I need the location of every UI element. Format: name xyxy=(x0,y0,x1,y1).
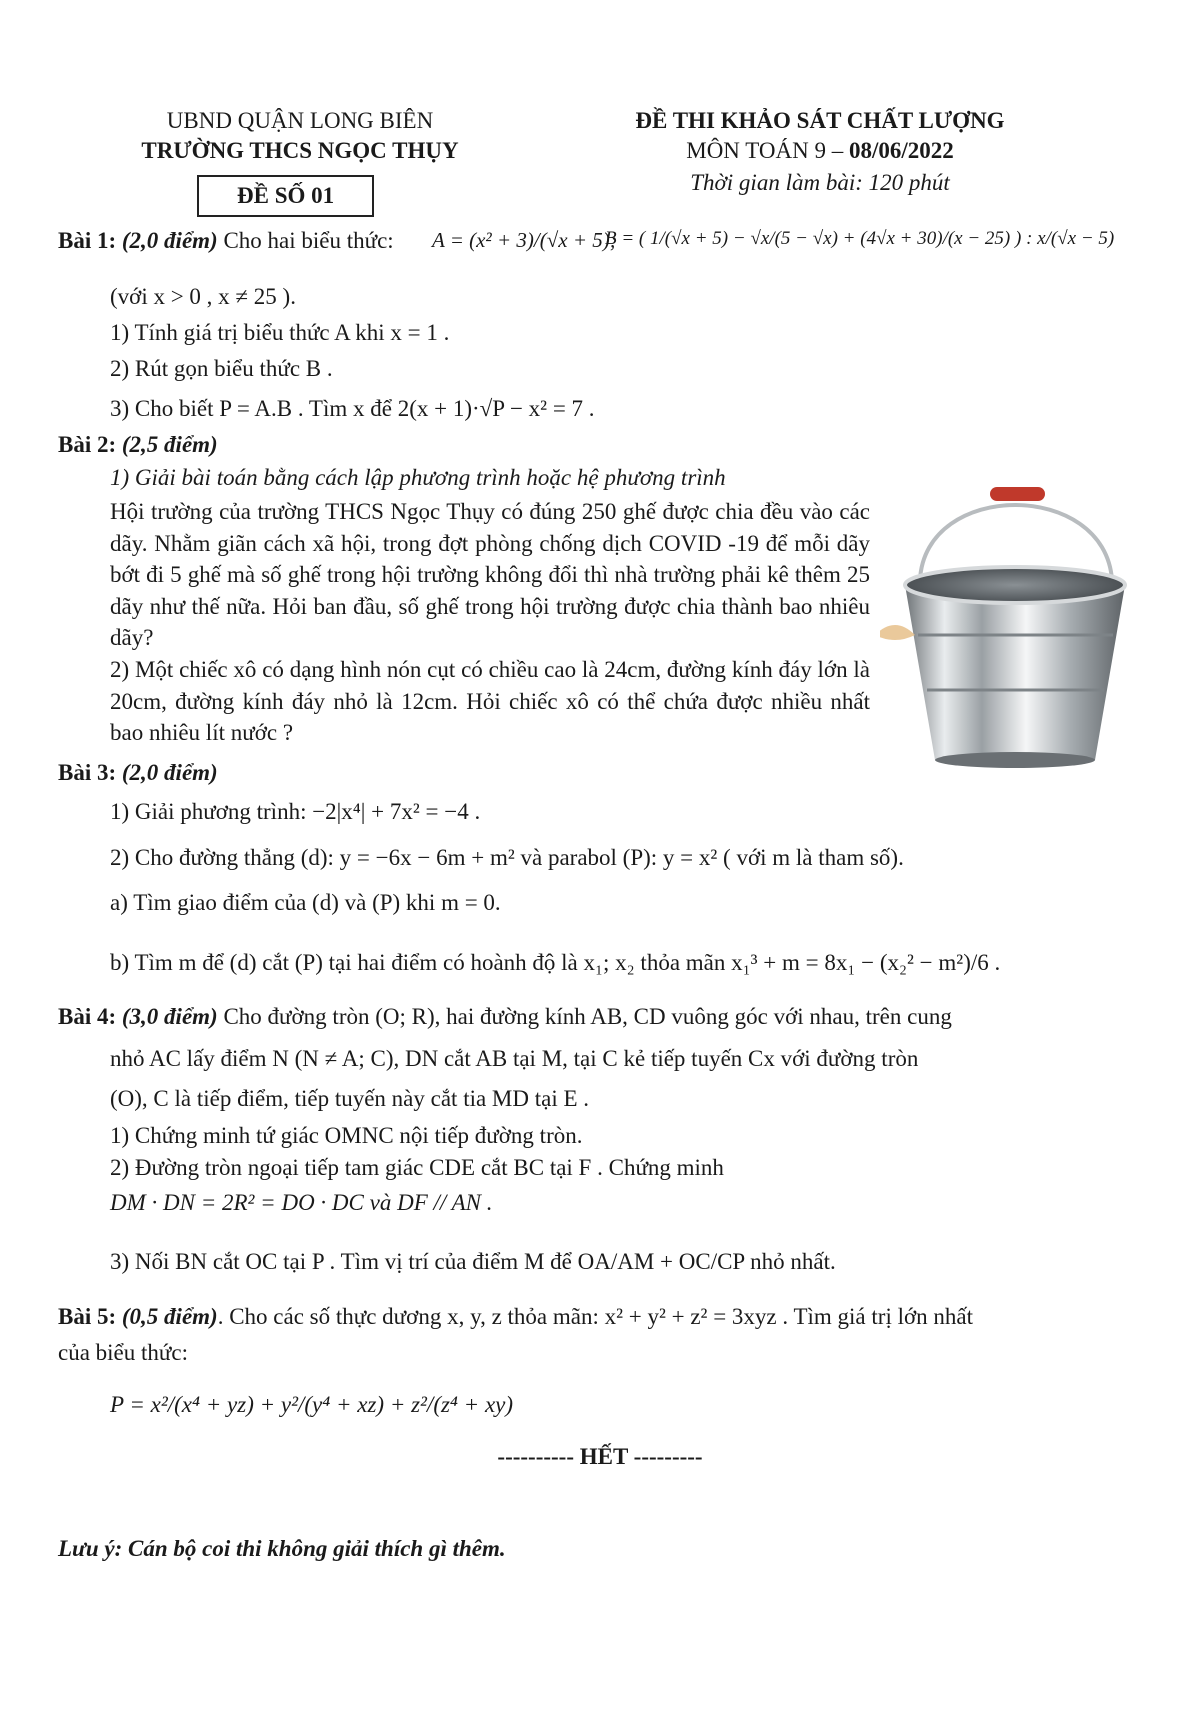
proctor-note: Lưu ý: Cán bộ coi thi không giải thích gì thêm. xyxy=(58,1536,506,1561)
bai4-q1: 1) Chứng minh tứ giác OMNC nội tiếp đường tròn. xyxy=(110,1123,583,1148)
bai1-formula-a: A = (x² + 3)/(√x + 5); xyxy=(432,228,617,252)
bai1-q2: 2) Rút gọn biểu thức B . xyxy=(110,356,333,381)
subject-date: 08/06/2022 xyxy=(848,138,954,163)
bai3-q2: 2) Cho đường thẳng (d): y = −6x − 6m + m² và parabol (P): y = x² ( với m là tham số). xyxy=(110,845,904,870)
exam-code-box: ĐỀ SỐ 01 xyxy=(197,175,374,217)
exam-title: ĐỀ THI KHẢO SÁT CHẤT LƯỢNG xyxy=(635,108,1005,133)
authority: UBND QUẬN LONG BIÊN xyxy=(166,108,434,133)
bai1-label: Bài 1: xyxy=(58,228,117,253)
bai3-qa: a) Tìm giao điểm của (d) và (P) khi m = 0. xyxy=(110,890,501,915)
bai3-label: Bài 3: xyxy=(58,760,117,785)
school-name: TRƯỜNG THCS NGỌC THỤY xyxy=(141,138,459,163)
bai1-points: (2,0 điểm) xyxy=(121,228,218,253)
bai4-q2: 2) Đường tròn ngoại tiếp tam giác CDE cắt BC tại F . Chứng minh xyxy=(110,1155,724,1180)
end-marker: ---------- HẾT --------- xyxy=(497,1444,703,1469)
bai3-q1: 1) Giải phương trình: −2|x⁴| + 7x² = −4 . xyxy=(110,799,481,824)
bai4-text-2: nhỏ AC lấy điểm N (N ≠ A; C), DN cắt AB tại M, tại C kẻ tiếp tuyến Cx với đường tròn xyxy=(110,1046,919,1071)
shell-decoration xyxy=(880,625,915,640)
bai5-text-1: . Cho các số thực dương x, y, z thỏa mãn: x² + y² + z² = 3xyz . Tìm giá trị lớn nhất xyxy=(217,1304,973,1329)
bai1-condition: (với x > 0 , x ≠ 25 ). xyxy=(110,284,296,309)
bai2-label: Bài 2: xyxy=(58,432,117,457)
bai4-q2b: DM · DN = 2R² = DO · DC và DF // AN . xyxy=(110,1190,493,1215)
subject-line xyxy=(575,138,1065,164)
bai5-label: Bài 5: xyxy=(58,1304,117,1329)
bai5-formula: P = x²/(x⁴ + yz) + y²/(y⁴ + xz) + z²/(z⁴ + xy) xyxy=(110,1392,514,1417)
bucket-body xyxy=(905,585,1125,760)
bai5-points: (0,5 điểm) xyxy=(121,1304,218,1329)
bai1-formula-b: B = ( 1/(√x + 5) − √x/(5 − √x) + (4√x + 30)/(x − 25) ) : x/(√x − 5) xyxy=(605,228,1115,249)
bai1-intro: Cho hai biểu thức: xyxy=(223,228,394,253)
bai4-label: Bài 4: xyxy=(58,1004,117,1029)
bai5-text-2: của biểu thức: xyxy=(58,1340,188,1365)
bai2-q1-text: Hội trường của trường THCS Ngọc Thụy có đúng 250 ghế được chia đều vào các dãy. Nhằm giãn cách xã hội, trong đợt phòng chống dịch COVID -19 để mỗi dãy bớt đi 5 ghế mà số ghế trong hội trường không đổi thì nhà trường phải kê thêm 25 dãy như thế nữa. Hỏi ban đầu, số ghế trong hội trường được chia thành bao nhiêu dãy? xyxy=(110,499,870,650)
bai4-line1 xyxy=(58,1004,952,1030)
exam-duration: Thời gian làm bài: 120 phút xyxy=(690,170,950,195)
bai1-q1: 1) Tính giá trị biểu thức A khi x = 1 . xyxy=(110,320,450,345)
bai2-q2-text: 2) Một chiếc xô có dạng hình nón cụt có chiều cao là 24cm, đường kính đáy lớn là 20cm, đường kính đáy nhỏ là 12cm. Hỏi chiếc xô có thể chứa được nhiều nhất bao nhiêu lít nước ? xyxy=(110,657,870,745)
bucket-base xyxy=(935,752,1095,768)
bai1-heading xyxy=(58,228,394,254)
bai5-line1 xyxy=(58,1304,973,1330)
subject-prefix: MÔN TOÁN 9 – xyxy=(686,138,849,163)
bai2-q1-title: 1) Giải bài toán bằng cách lập phương trình hoặc hệ phương trình xyxy=(110,465,726,490)
bai3-qb: b) Tìm m để (d) cắt (P) tại hai điểm có hoành độ là x₁; x₂ thỏa mãn x₁³ + m = 8x₁ − (x₂² − m²)/6 . xyxy=(110,950,1001,975)
bai2-points: (2,5 điểm) xyxy=(121,432,218,457)
bai4-text-3: (O), C là tiếp điểm, tiếp tuyến này cắt tia MD tại E . xyxy=(110,1086,590,1111)
bai4-text-1: Cho đường tròn (O; R), hai đường kính AB, CD vuông góc với nhau, trên cung xyxy=(223,1004,952,1029)
bai3-heading xyxy=(58,760,218,786)
bucket-rim xyxy=(905,567,1125,603)
bai2-heading xyxy=(58,432,218,458)
bai3-points: (2,0 điểm) xyxy=(121,760,218,785)
bai1-q3: 3) Cho biết P = A.B . Tìm x để 2(x + 1)·√P − x² = 7 . xyxy=(110,396,595,421)
bai4-q3: 3) Nối BN cắt OC tại P . Tìm vị trí của điểm M để OA/AM + OC/CP nhỏ nhất. xyxy=(110,1249,836,1274)
bucket-handle-grip xyxy=(990,487,1045,501)
bucket-illustration xyxy=(880,485,1150,775)
bai4-points: (3,0 điểm) xyxy=(121,1004,218,1029)
